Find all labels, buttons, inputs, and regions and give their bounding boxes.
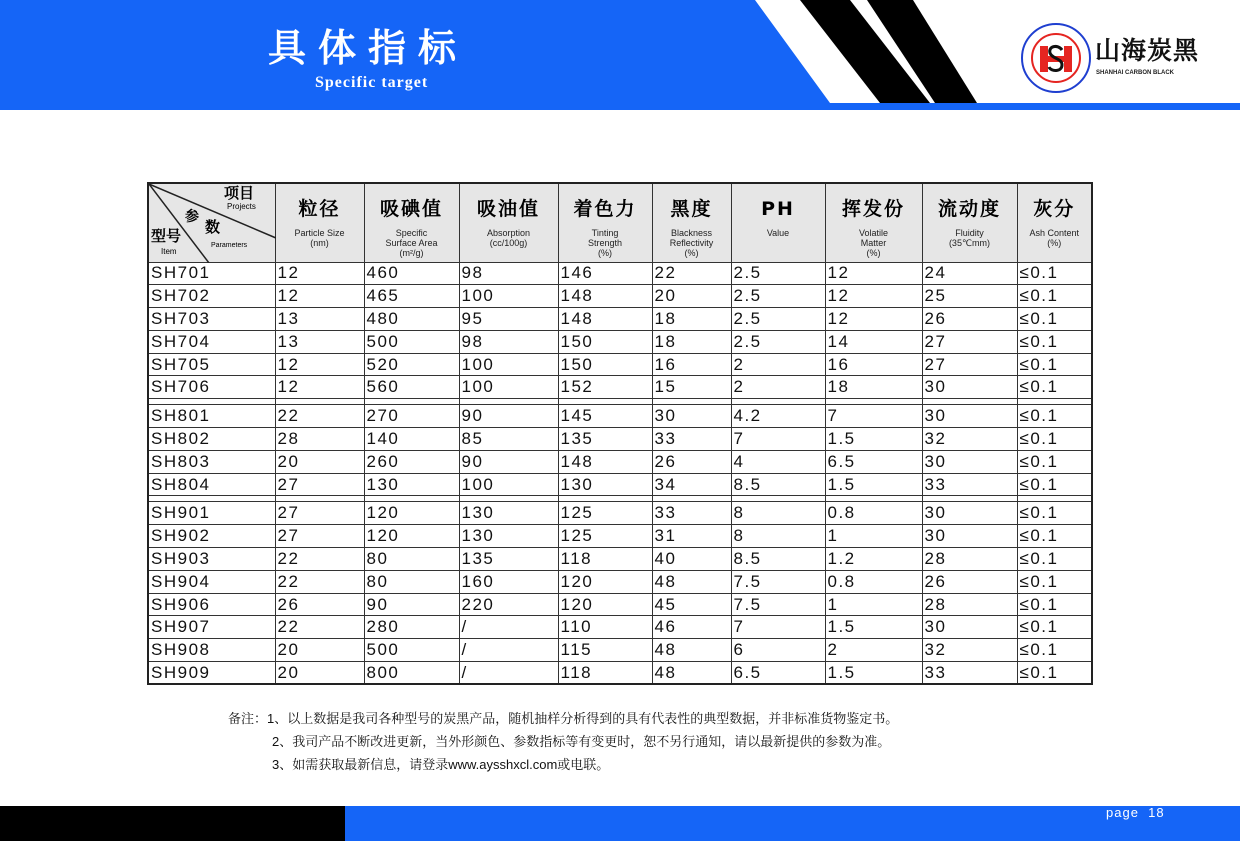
value-cell: 148 [558, 308, 652, 331]
table-row [148, 353, 1092, 376]
model-cell: SH706 [148, 376, 275, 399]
model-cell: SH901 [148, 502, 275, 525]
value-cell: 118 [558, 548, 652, 571]
table-row [148, 502, 1092, 525]
item-label: 型号 [151, 228, 182, 245]
value-cell: 27 [922, 330, 1017, 353]
params-label-1: 参 [185, 208, 199, 224]
value-cell: 12 [275, 262, 364, 285]
value-cell: 45 [652, 593, 731, 616]
column-header-en-line: Matter [860, 238, 887, 248]
table-row [148, 330, 1092, 353]
model-cell: SH702 [148, 285, 275, 308]
value-cell: 1.5 [825, 428, 922, 451]
value-cell: 145 [558, 405, 652, 428]
value-cell: 12 [825, 285, 922, 308]
value-cell: 30 [922, 450, 1017, 473]
column-header [364, 183, 459, 262]
value-cell: 34 [652, 473, 731, 496]
value-cell: 100 [459, 353, 558, 376]
column-header-en [732, 228, 825, 238]
column-header-cn: 着色力 [573, 198, 637, 220]
value-cell: 7.5 [731, 570, 825, 593]
value-cell: 80 [364, 570, 459, 593]
column-header-cn: 粒径 [298, 198, 341, 220]
value-cell: 30 [652, 405, 731, 428]
column-header-en-line: (%) [598, 248, 612, 258]
table-row [148, 308, 1092, 331]
value-cell: 500 [364, 330, 459, 353]
column-header-en [460, 228, 558, 248]
value-cell: 130 [459, 525, 558, 548]
table-row [148, 285, 1092, 308]
value-cell: 800 [364, 662, 459, 685]
value-cell: ≤0.1 [1017, 353, 1092, 376]
column-header-en-line: (nm) [310, 238, 329, 248]
value-cell: 2.5 [731, 262, 825, 285]
value-cell: ≤0.1 [1017, 502, 1092, 525]
value-cell: 98 [459, 262, 558, 285]
value-cell: 2 [731, 376, 825, 399]
column-header-en-line: Particle Size [294, 228, 345, 238]
value-cell: 480 [364, 308, 459, 331]
value-cell: 465 [364, 285, 459, 308]
column-header-en-line: Tinting [591, 228, 619, 238]
brand-name: 山海炭黑 [1095, 37, 1200, 65]
value-cell: 32 [922, 639, 1017, 662]
value-cell: 30 [922, 616, 1017, 639]
model-cell: SH804 [148, 473, 275, 496]
value-cell: 520 [364, 353, 459, 376]
note-2: 2、我司产品不断改进更新，当外形颜色、参数指标等有变更时，恕不另行通知，请以最新提供的参数为准。 [272, 734, 891, 749]
column-header [275, 183, 364, 262]
column-header-en [1018, 228, 1092, 248]
value-cell: 8.5 [731, 548, 825, 571]
projects-label: 项目 [224, 185, 255, 202]
value-cell: 130 [558, 473, 652, 496]
value-cell: 4.2 [731, 405, 825, 428]
value-cell: ≤0.1 [1017, 662, 1092, 685]
value-cell: 33 [652, 428, 731, 451]
value-cell: ≤0.1 [1017, 330, 1092, 353]
value-cell: 15 [652, 376, 731, 399]
column-header [922, 183, 1017, 262]
column-header-en [653, 228, 731, 258]
value-cell: 100 [459, 473, 558, 496]
value-cell: ≤0.1 [1017, 262, 1092, 285]
model-cell: SH704 [148, 330, 275, 353]
value-cell: 95 [459, 308, 558, 331]
column-header-cn: 吸油值 [476, 198, 540, 220]
value-cell: 33 [652, 502, 731, 525]
item-label-en: Item [161, 247, 177, 256]
value-cell: 26 [922, 570, 1017, 593]
value-cell: 7.5 [731, 593, 825, 616]
column-header [1017, 183, 1092, 262]
value-cell: 0.8 [825, 502, 922, 525]
value-cell: 125 [558, 525, 652, 548]
model-cell: SH906 [148, 593, 275, 616]
params-label-en: Parameters [211, 242, 248, 249]
value-cell: 24 [922, 262, 1017, 285]
value-cell: 28 [275, 428, 364, 451]
value-cell: 148 [558, 450, 652, 473]
value-cell: ≤0.1 [1017, 639, 1092, 662]
value-cell: 7 [731, 428, 825, 451]
table-row [148, 593, 1092, 616]
value-cell: 13 [275, 330, 364, 353]
value-cell: 31 [652, 525, 731, 548]
value-cell: ≤0.1 [1017, 525, 1092, 548]
value-cell: 1.2 [825, 548, 922, 571]
value-cell: 20 [652, 285, 731, 308]
column-header-en [365, 228, 459, 258]
value-cell: 16 [825, 353, 922, 376]
value-cell: / [459, 662, 558, 685]
value-cell: 120 [364, 502, 459, 525]
note-3: 3、如需获取最新信息，请登录www.aysshxcl.com或电联。 [272, 757, 610, 772]
brand-name-en: SHANHAI CARBON BLACK [1096, 70, 1174, 76]
value-cell: 30 [922, 405, 1017, 428]
column-header-cn: 黑度 [670, 198, 713, 220]
value-cell: 33 [922, 473, 1017, 496]
value-cell: 220 [459, 593, 558, 616]
value-cell: ≤0.1 [1017, 405, 1092, 428]
value-cell: 152 [558, 376, 652, 399]
value-cell: 115 [558, 639, 652, 662]
model-cell: SH803 [148, 450, 275, 473]
model-cell: SH701 [148, 262, 275, 285]
value-cell: 20 [275, 639, 364, 662]
column-header-en-line: (35℃mm) [948, 238, 991, 248]
model-cell: SH908 [148, 639, 275, 662]
value-cell: 118 [558, 662, 652, 685]
value-cell: 12 [275, 376, 364, 399]
value-cell: 80 [364, 548, 459, 571]
value-cell: 146 [558, 262, 652, 285]
column-header-en [559, 228, 652, 258]
value-cell: 160 [459, 570, 558, 593]
value-cell: 27 [275, 502, 364, 525]
company-logo-icon [1020, 22, 1092, 94]
value-cell: 260 [364, 450, 459, 473]
table-row [148, 262, 1092, 285]
value-cell: 25 [922, 285, 1017, 308]
value-cell: 6 [731, 639, 825, 662]
value-cell: 4 [731, 450, 825, 473]
column-header-en-line: (%) [684, 248, 699, 258]
table-row [148, 639, 1092, 662]
column-header-cn: 吸碘值 [379, 198, 443, 220]
column-header-en-line: Value [766, 228, 790, 238]
value-cell: 1.5 [825, 662, 922, 685]
value-cell: 46 [652, 616, 731, 639]
value-cell: 30 [922, 376, 1017, 399]
value-cell: 110 [558, 616, 652, 639]
model-cell: SH903 [148, 548, 275, 571]
value-cell: 2 [825, 639, 922, 662]
table-row [148, 570, 1092, 593]
value-cell: 1 [825, 525, 922, 548]
value-cell: 20 [275, 450, 364, 473]
column-header-en-line: Fluidity [955, 228, 984, 238]
table-row [148, 662, 1092, 685]
value-cell: 12 [275, 353, 364, 376]
column-header [652, 183, 731, 262]
value-cell: 20 [275, 662, 364, 685]
value-cell: 8.5 [731, 473, 825, 496]
value-cell: 6.5 [825, 450, 922, 473]
table-row [148, 376, 1092, 399]
value-cell: 135 [558, 428, 652, 451]
value-cell: 90 [459, 405, 558, 428]
table-row [148, 548, 1092, 571]
column-header-en-line: (cc/100g) [489, 238, 528, 248]
value-cell: 148 [558, 285, 652, 308]
value-cell: 16 [652, 353, 731, 376]
value-cell: 22 [275, 616, 364, 639]
value-cell: / [459, 639, 558, 662]
value-cell: 18 [652, 308, 731, 331]
column-header-en-line: Surface Area [385, 238, 438, 248]
value-cell: ≤0.1 [1017, 593, 1092, 616]
params-label-2: 数 [205, 219, 221, 236]
column-header-en-line: Reflectivity [669, 238, 714, 248]
value-cell: 27 [275, 525, 364, 548]
value-cell: 18 [825, 376, 922, 399]
value-cell: 12 [275, 285, 364, 308]
value-cell: 100 [459, 285, 558, 308]
value-cell: 130 [364, 473, 459, 496]
note-1: 备注：1、以上数据是我司各种型号的炭黑产品，随机抽样分析得到的具有代表性的典型数据，并非标准货物鉴定书。 [228, 711, 899, 726]
table-row [148, 428, 1092, 451]
value-cell: 0.8 [825, 570, 922, 593]
value-cell: 22 [652, 262, 731, 285]
value-cell: 2.5 [731, 308, 825, 331]
value-cell: 27 [922, 353, 1017, 376]
value-cell: 8 [731, 525, 825, 548]
value-cell: 12 [825, 262, 922, 285]
value-cell: 90 [459, 450, 558, 473]
value-cell: 120 [364, 525, 459, 548]
value-cell: 27 [275, 473, 364, 496]
column-header-en-line: Blackness [670, 228, 713, 238]
value-cell: ≤0.1 [1017, 285, 1092, 308]
value-cell: 90 [364, 593, 459, 616]
column-header-en [923, 228, 1017, 248]
column-header-en-line: Specific [395, 228, 428, 238]
model-cell: SH703 [148, 308, 275, 331]
value-cell: 2 [731, 353, 825, 376]
value-cell: 150 [558, 330, 652, 353]
model-cell: SH802 [148, 428, 275, 451]
column-header-en-line: Volatile [858, 228, 889, 238]
column-header-en-line: Strength [587, 238, 623, 248]
value-cell: 460 [364, 262, 459, 285]
value-cell: 120 [558, 570, 652, 593]
value-cell: 22 [275, 405, 364, 428]
column-header-en-line: Ash Content [1029, 228, 1080, 238]
value-cell: 48 [652, 639, 731, 662]
value-cell: 280 [364, 616, 459, 639]
column-header-en-line: (m²/g) [399, 248, 424, 258]
column-header-cn: 挥发份 [841, 198, 905, 220]
value-cell: 560 [364, 376, 459, 399]
value-cell: 100 [459, 376, 558, 399]
value-cell: 7 [731, 616, 825, 639]
table-row [148, 525, 1092, 548]
value-cell: 7 [825, 405, 922, 428]
value-cell: 33 [922, 662, 1017, 685]
value-cell: 26 [652, 450, 731, 473]
value-cell: ≤0.1 [1017, 570, 1092, 593]
value-cell: 135 [459, 548, 558, 571]
table-row [148, 405, 1092, 428]
column-header-cn: PH [761, 198, 795, 220]
value-cell: 13 [275, 308, 364, 331]
value-cell: ≤0.1 [1017, 428, 1092, 451]
value-cell: 85 [459, 428, 558, 451]
model-cell: SH801 [148, 405, 275, 428]
column-header-cn: 灰分 [1033, 198, 1076, 220]
value-cell: 22 [275, 548, 364, 571]
column-header-en [826, 228, 922, 258]
value-cell: 1.5 [825, 473, 922, 496]
value-cell: 40 [652, 548, 731, 571]
value-cell: ≤0.1 [1017, 376, 1092, 399]
column-header-en-line: (%) [866, 248, 881, 258]
table-row [148, 450, 1092, 473]
value-cell: 48 [652, 662, 731, 685]
value-cell: 1 [825, 593, 922, 616]
page-number: page 18 [1106, 805, 1165, 820]
table-row [148, 473, 1092, 496]
value-cell: 8 [731, 502, 825, 525]
value-cell: 270 [364, 405, 459, 428]
column-header [558, 183, 652, 262]
value-cell: ≤0.1 [1017, 616, 1092, 639]
value-cell: 125 [558, 502, 652, 525]
corner-header [148, 183, 275, 262]
value-cell: 18 [652, 330, 731, 353]
value-cell: 30 [922, 502, 1017, 525]
model-cell: SH909 [148, 662, 275, 685]
value-cell: ≤0.1 [1017, 548, 1092, 571]
value-cell: 1.5 [825, 616, 922, 639]
projects-label-en: Projects [227, 202, 256, 211]
model-cell: SH705 [148, 353, 275, 376]
value-cell: 140 [364, 428, 459, 451]
value-cell: ≤0.1 [1017, 308, 1092, 331]
column-header-en [276, 228, 364, 248]
value-cell: 30 [922, 525, 1017, 548]
value-cell: 28 [922, 548, 1017, 571]
column-header-cn: 流动度 [937, 198, 1001, 220]
column-header [825, 183, 922, 262]
page-subtitle: Specific target [315, 74, 429, 91]
column-header [459, 183, 558, 262]
value-cell: 120 [558, 593, 652, 616]
value-cell: 12 [825, 308, 922, 331]
value-cell: 98 [459, 330, 558, 353]
page-title: 具体指标 [268, 25, 469, 70]
table-row [148, 616, 1092, 639]
value-cell: ≤0.1 [1017, 450, 1092, 473]
value-cell: 2.5 [731, 285, 825, 308]
value-cell: 130 [459, 502, 558, 525]
footer-black-bar [0, 806, 345, 841]
value-cell: 28 [922, 593, 1017, 616]
value-cell: 6.5 [731, 662, 825, 685]
value-cell: ≤0.1 [1017, 473, 1092, 496]
value-cell: / [459, 616, 558, 639]
column-header [731, 183, 825, 262]
model-cell: SH904 [148, 570, 275, 593]
model-cell: SH902 [148, 525, 275, 548]
value-cell: 22 [275, 570, 364, 593]
model-cell: SH907 [148, 616, 275, 639]
value-cell: 500 [364, 639, 459, 662]
notes [228, 707, 898, 776]
value-cell: 150 [558, 353, 652, 376]
value-cell: 32 [922, 428, 1017, 451]
value-cell: 2.5 [731, 330, 825, 353]
column-header-en-line: (%) [1047, 238, 1062, 248]
value-cell: 26 [922, 308, 1017, 331]
value-cell: 14 [825, 330, 922, 353]
spec-table [147, 182, 1093, 685]
column-header-en-line: Absorption [486, 228, 531, 238]
value-cell: 48 [652, 570, 731, 593]
value-cell: 26 [275, 593, 364, 616]
